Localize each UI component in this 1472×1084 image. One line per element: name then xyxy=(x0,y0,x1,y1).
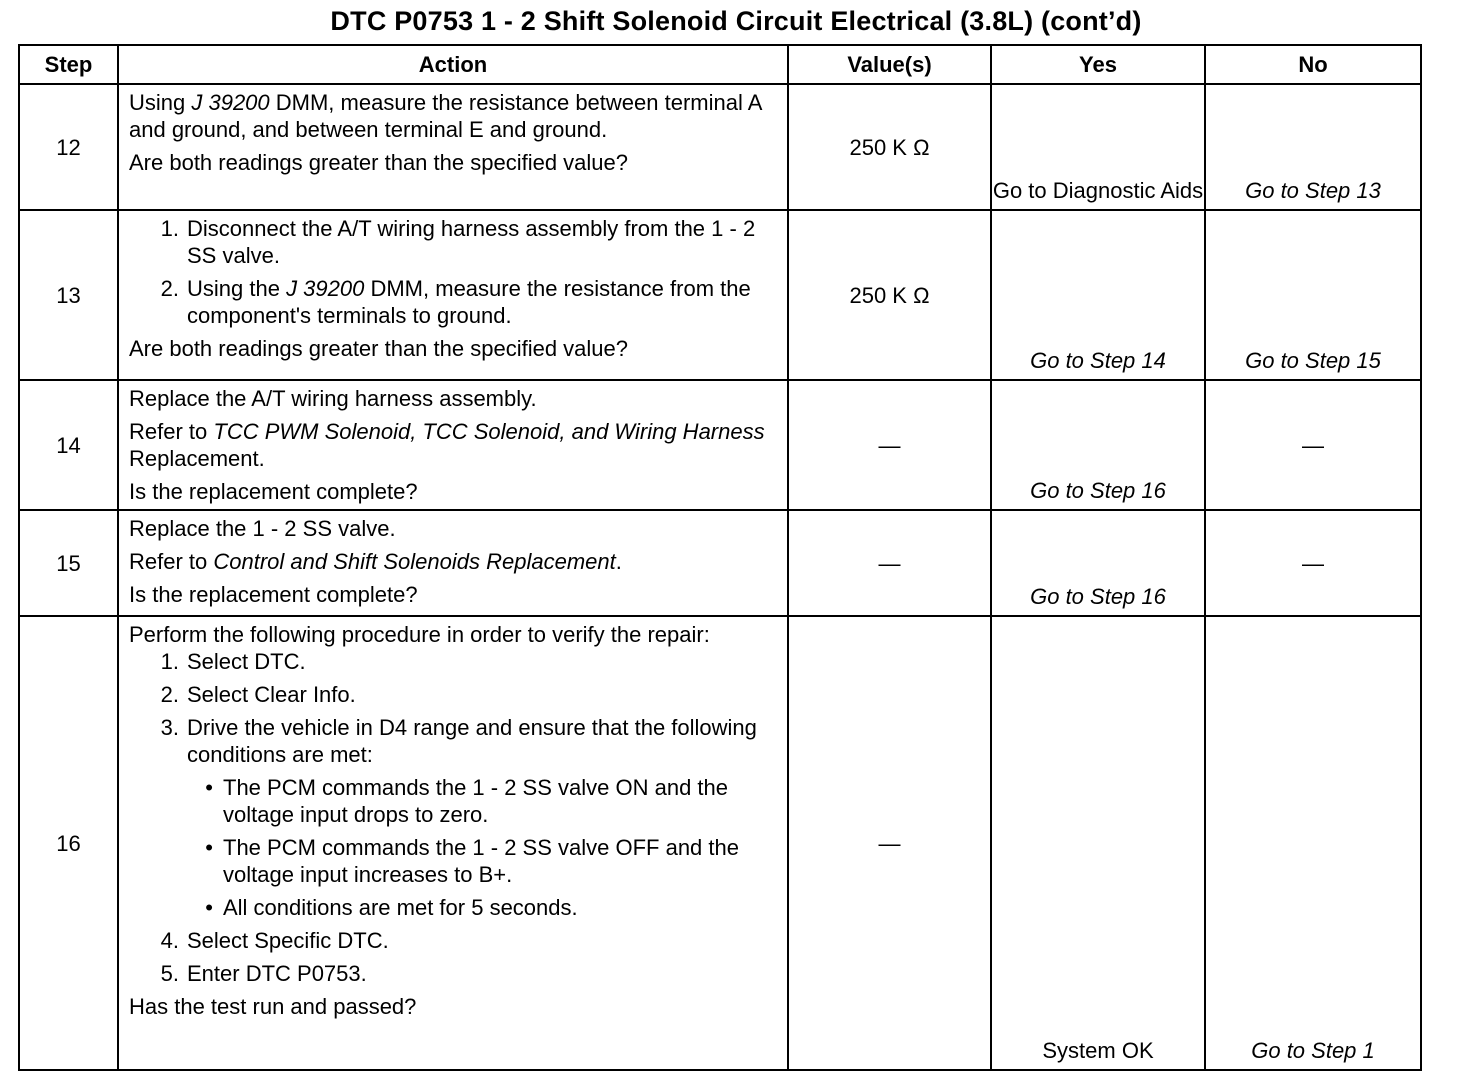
table-row xyxy=(19,84,1421,210)
no-cell: — xyxy=(1205,510,1421,616)
bullet-item xyxy=(129,894,779,921)
list-text-part: DMM, measure the resistance from the component's terminals to ground. xyxy=(187,276,751,328)
list-number: 2. xyxy=(160,682,179,707)
bullet-text: The PCM commands the 1 - 2 SS valve OFF and the voltage input increases to B+. xyxy=(223,835,739,887)
list-text: Select Specific DTC. xyxy=(187,928,389,953)
action-question: Is the replacement complete? xyxy=(129,582,418,607)
list-text: Select Clear Info. xyxy=(187,682,356,707)
list-number: 1. xyxy=(160,216,179,241)
list-text: Select DTC. xyxy=(187,649,306,674)
header-values: Value(s) xyxy=(788,45,991,84)
list-text: Disconnect the A/T wiring harness assembly from the 1 - 2 SS valve. xyxy=(187,216,756,268)
bullet-text: The PCM commands the 1 - 2 SS valve ON and the voltage input drops to zero. xyxy=(223,775,729,827)
action-cell xyxy=(118,616,788,1070)
yes-cell: Go to Diagnostic Aids xyxy=(991,84,1205,210)
list-item xyxy=(129,648,779,675)
procedure-reference: Control and Shift Solenoids Replacement xyxy=(213,549,616,574)
list-item xyxy=(129,215,779,269)
action-text-part: Using xyxy=(129,90,192,115)
list-number: 4. xyxy=(160,928,179,953)
list-number: 5. xyxy=(160,961,179,986)
table-row xyxy=(19,380,1421,510)
list-text-part: Drive the vehicle in D4 range and ensure that the following conditions are met: xyxy=(187,715,757,767)
action-question: Has the test run and passed? xyxy=(129,994,417,1019)
list-item xyxy=(129,275,779,329)
list-text xyxy=(187,275,779,329)
reference-text-part: . xyxy=(615,549,622,574)
bullet-text: All conditions are met for 5 seconds. xyxy=(223,895,578,920)
list-text: Enter DTC P0753. xyxy=(187,961,367,986)
header-no: No xyxy=(1205,45,1421,84)
list-item xyxy=(129,714,779,921)
numbered-list xyxy=(129,648,779,987)
diagnostic-table xyxy=(18,44,1422,1071)
reference-text xyxy=(129,418,779,472)
action-text: Replace the A/T wiring harness assembly. xyxy=(129,386,537,411)
table-header-row xyxy=(19,45,1421,84)
yes-cell: Go to Step 16 xyxy=(991,510,1205,616)
step-number: 14 xyxy=(19,380,118,510)
action-text xyxy=(129,89,779,143)
header-step: Step xyxy=(19,45,118,84)
action-text: Perform the following procedure in order to verify the repair: xyxy=(129,622,710,647)
yes-cell: Go to Step 16 xyxy=(991,380,1205,510)
step-number: 12 xyxy=(19,84,118,210)
list-number: 3. xyxy=(160,715,179,740)
list-item xyxy=(129,927,779,954)
header-yes: Yes xyxy=(991,45,1205,84)
action-text: Replace the 1 - 2 SS valve. xyxy=(129,516,396,541)
list-number: 1. xyxy=(160,649,179,674)
value-cell: 250 K Ω xyxy=(788,84,991,210)
page-title: DTC P0753 1 - 2 Shift Solenoid Circuit Electrical (3.8L) (cont’d) xyxy=(330,6,1142,36)
action-question: Is the replacement complete? xyxy=(129,479,418,504)
list-text xyxy=(187,714,779,921)
reference-text-part: Refer to xyxy=(129,549,214,574)
table-row xyxy=(19,616,1421,1070)
tool-reference: J 39200 xyxy=(286,276,365,301)
bullet-icon: • xyxy=(205,895,213,920)
table-row xyxy=(19,510,1421,616)
list-number: 2. xyxy=(160,276,179,301)
reference-text xyxy=(129,548,779,575)
action-cell xyxy=(118,510,788,616)
no-cell: Go to Step 1 xyxy=(1205,616,1421,1070)
bullet-list xyxy=(129,774,779,921)
value-cell: — xyxy=(788,616,991,1070)
step-number: 16 xyxy=(19,616,118,1070)
bullet-icon: • xyxy=(205,835,213,860)
yes-cell: Go to Step 14 xyxy=(991,210,1205,380)
list-item xyxy=(129,681,779,708)
procedure-reference: TCC PWM Solenoid, TCC Solenoid, and Wiring Harness xyxy=(213,419,765,444)
action-text-part: DMM, measure the resistance between terminal A and ground, and between terminal E and ground. xyxy=(129,90,762,142)
bullet-item xyxy=(129,774,779,828)
yes-cell: System OK xyxy=(991,616,1205,1070)
action-cell xyxy=(118,380,788,510)
tool-reference: J 39200 xyxy=(191,90,270,115)
reference-text-part: Replacement. xyxy=(129,446,265,471)
table-row xyxy=(19,210,1421,380)
numbered-list xyxy=(129,215,779,329)
bullet-icon: • xyxy=(205,775,213,800)
action-question: Are both readings greater than the specified value? xyxy=(129,336,628,361)
bullet-item xyxy=(129,834,779,888)
no-cell: — xyxy=(1205,380,1421,510)
list-text-part: Using the xyxy=(187,276,287,301)
no-cell: Go to Step 15 xyxy=(1205,210,1421,380)
reference-text-part: Refer to xyxy=(129,419,214,444)
step-number: 15 xyxy=(19,510,118,616)
value-cell: — xyxy=(788,510,991,616)
no-cell: Go to Step 13 xyxy=(1205,84,1421,210)
step-number: 13 xyxy=(19,210,118,380)
action-cell xyxy=(118,84,788,210)
value-cell: 250 K Ω xyxy=(788,210,991,380)
action-question: Are both readings greater than the specified value? xyxy=(129,150,628,175)
header-action: Action xyxy=(118,45,788,84)
value-cell: — xyxy=(788,380,991,510)
action-cell xyxy=(118,210,788,380)
list-item xyxy=(129,960,779,987)
